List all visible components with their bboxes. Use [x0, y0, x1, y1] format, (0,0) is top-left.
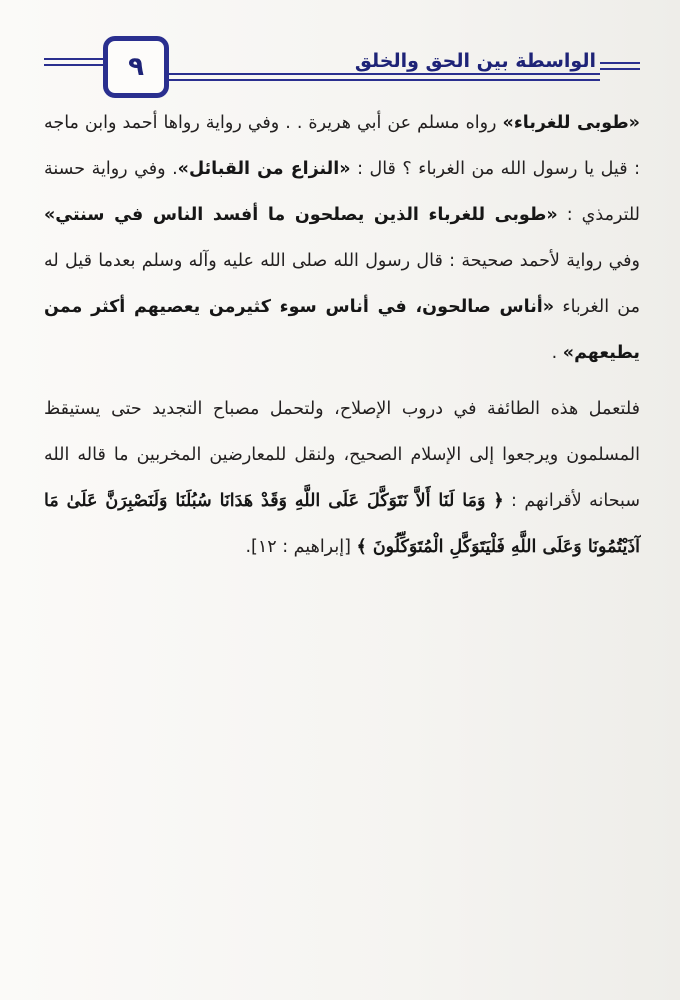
quran-verse: ﴿ وَمَا لَنَا أَلاَّ نَتَوَكَّلَ عَلَى اللَّهِ وَقَدْ هَدَانَا سُبُلَنَا وَلَنَصْبِرَنَّ عَلَىٰ مَا آذَيْتُمُونَا وَعَلَى اللَّهِ فَلْيَتَوَكَّلِ الْمُتَوَكِّلُونَ ﴾ — [44, 491, 640, 557]
page-number: ٩ — [128, 52, 144, 82]
text-span: رواه مسلم عن أبي هريرة . . وفي رواية رواها أحمد وابن ماجه : قيل يا رسول الله من الغرباء ؟ قال : — [44, 113, 640, 179]
hadith-quote: «النزاع من القبائل» — [177, 159, 351, 179]
paragraph — [44, 386, 640, 570]
hadith-quote: «أناس صالحون، في أناس سوء كثيرمن يعصيهم أكثر ممن يطيعهم» — [44, 297, 640, 363]
paragraph — [44, 100, 640, 376]
text-span: . وفي رواية حسنة للترمذي : — [44, 159, 641, 225]
text-span: . — [551, 343, 563, 363]
header-rule — [44, 58, 103, 60]
text-span: وفي رواية لأحمد صحيحة : قال رسول الله صلى الله عليه وآله وسلم بعدما قيل له من الغرباء — [44, 251, 641, 317]
hadith-quote: «طوبى للغرباء» — [502, 113, 640, 133]
page-number-box — [103, 36, 169, 98]
header-rule — [169, 73, 600, 75]
body-text — [44, 100, 640, 570]
text-span: فلتعمل هذه الطائفة في دروب الإصلاح، ولتحمل مصباح التجديد حتى يستيقظ المسلمون ويرجعوا إلى الإسلام الصحيح، ولنقل للمعارضين المخربين ما قاله الله سبحانه لأقرانهم : — [44, 399, 640, 511]
header-end-rule — [600, 68, 640, 70]
verse-citation: [إبراهيم : ١٢]. — [245, 537, 357, 557]
header-end-rule — [600, 62, 640, 64]
hadith-quote: «طوبى للغرباء الذين يصلحون ما أفسد الناس في سنتي» — [44, 205, 558, 225]
running-title: الواسطة بين الحق والخلق — [354, 50, 596, 72]
header-rule — [44, 64, 103, 66]
page-header — [44, 36, 640, 106]
header-rule — [169, 79, 600, 81]
